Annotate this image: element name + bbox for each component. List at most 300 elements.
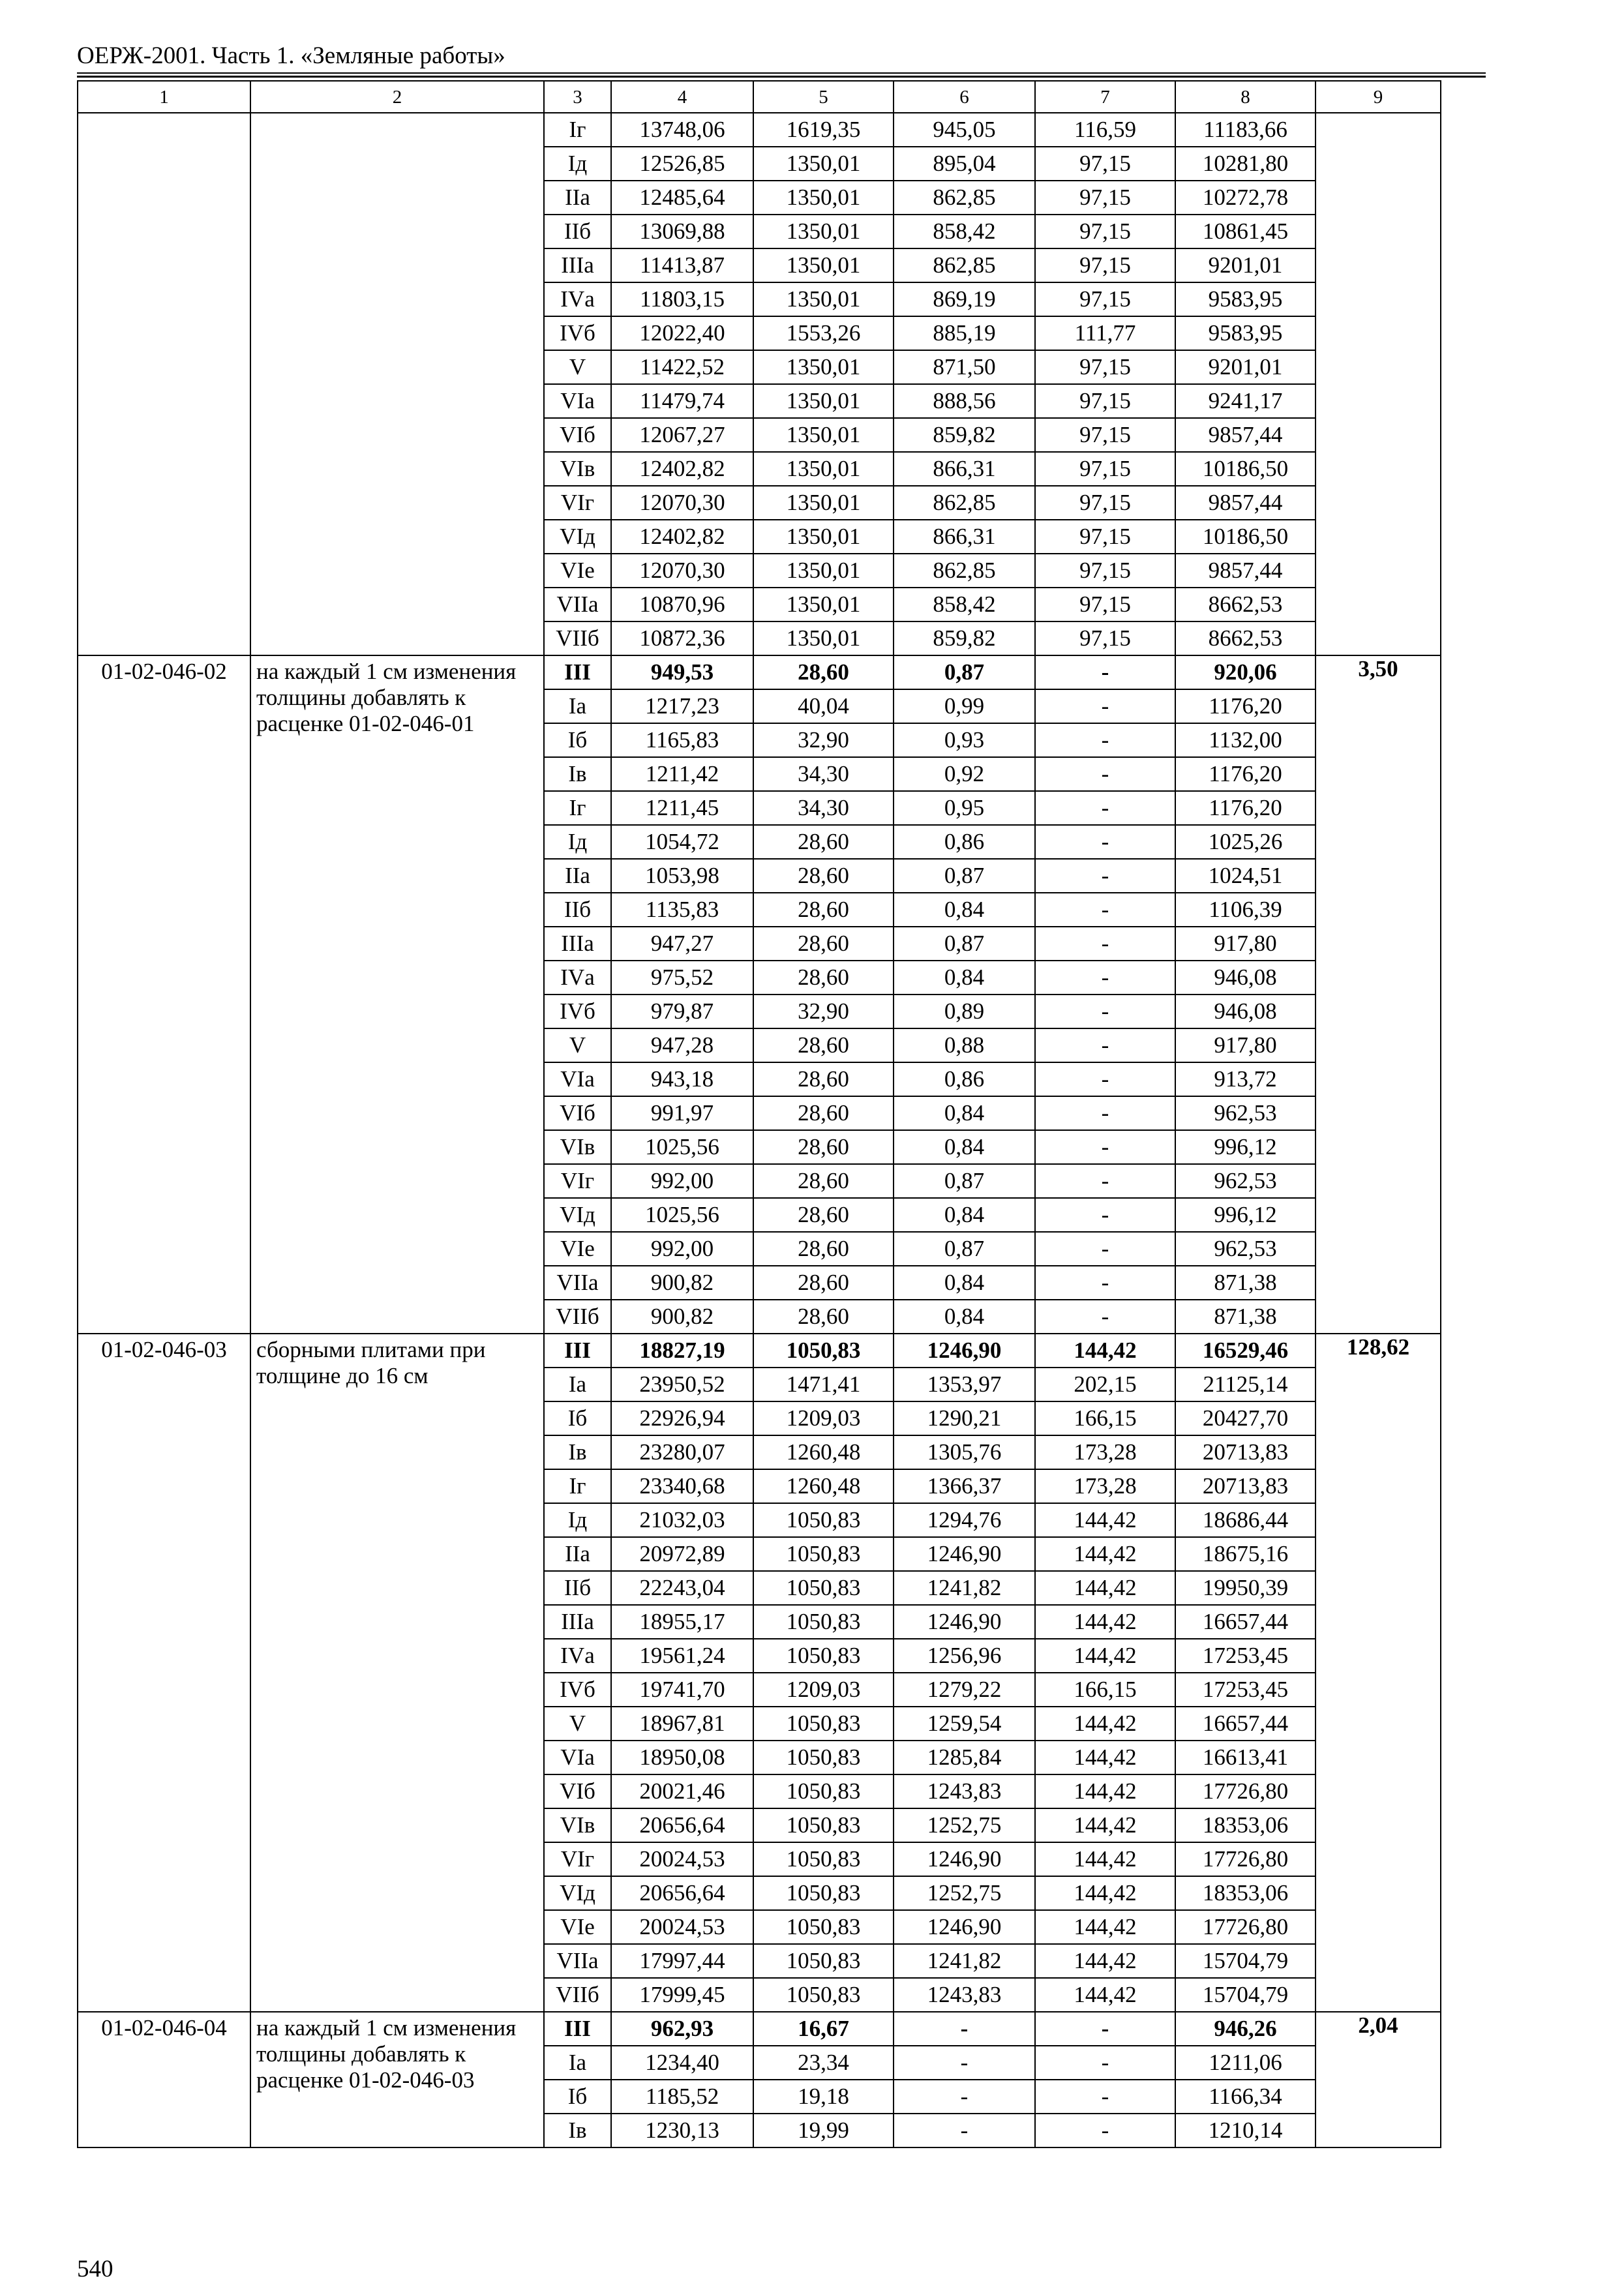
zone-cell: IVб [544,316,611,350]
zone-cell: Iв [544,757,611,791]
value-cell: 888,56 [894,384,1035,418]
rate-code: 01-02-046-04 [78,2012,250,2147]
zone-cell: VIд [544,1876,611,1910]
value-cell: 992,00 [611,1232,753,1266]
zone-cell: III [544,655,611,689]
zone-cell: IIIа [544,927,611,961]
value-cell: 1024,51 [1175,859,1316,893]
value-cell: 885,19 [894,316,1035,350]
value-cell: 12402,82 [611,452,753,486]
value-cell: 18353,06 [1175,1808,1316,1842]
value-cell: 20021,46 [611,1774,753,1808]
value-cell: 975,52 [611,961,753,995]
value-cell: 12402,82 [611,520,753,554]
value-cell: 21125,14 [1175,1368,1316,1401]
value-cell: 18950,08 [611,1741,753,1774]
value-cell: 16657,44 [1175,1605,1316,1639]
value-cell: 144,42 [1035,1639,1175,1673]
labor-cost-cell: 3,50 [1316,655,1441,1334]
value-cell: - [1035,927,1175,961]
value-cell: 28,60 [753,1062,894,1096]
value-cell: - [894,2080,1035,2114]
zone-cell: IVа [544,282,611,316]
value-cell: 1230,13 [611,2114,753,2147]
value-cell: 144,42 [1035,1876,1175,1910]
zone-cell: IVа [544,961,611,995]
value-cell: - [1035,893,1175,927]
value-cell: 858,42 [894,588,1035,621]
value-cell: 9857,44 [1175,486,1316,520]
value-cell: 34,30 [753,791,894,825]
value-cell: 1217,23 [611,689,753,723]
value-cell: 1350,01 [753,588,894,621]
zone-cell: VIIб [544,1978,611,2012]
value-cell: 946,08 [1175,961,1316,995]
table-row [78,1334,1441,1368]
value-cell: 1350,01 [753,621,894,655]
value-cell: 22243,04 [611,1571,753,1605]
value-cell: 28,60 [753,825,894,859]
value-cell: 1050,83 [753,1605,894,1639]
table-row [78,655,1441,689]
value-cell: 859,82 [894,621,1035,655]
value-cell: 111,77 [1035,316,1175,350]
value-cell: 20024,53 [611,1842,753,1876]
value-cell: 16529,46 [1175,1334,1316,1368]
value-cell: 144,42 [1035,1537,1175,1571]
value-cell: 97,15 [1035,621,1175,655]
value-cell: 144,42 [1035,1910,1175,1944]
value-cell: 17999,45 [611,1978,753,2012]
value-cell: 1350,01 [753,282,894,316]
value-cell: 20713,83 [1175,1469,1316,1503]
zone-cell: V [544,350,611,384]
value-cell: 1350,01 [753,520,894,554]
value-cell: 0,88 [894,1028,1035,1062]
value-cell: 1050,83 [753,1808,894,1842]
value-cell: 1050,83 [753,1741,894,1774]
value-cell: 1050,83 [753,1571,894,1605]
value-cell: 144,42 [1035,1741,1175,1774]
value-cell: 1350,01 [753,418,894,452]
value-cell: 16,67 [753,2012,894,2046]
zone-cell: VIв [544,1808,611,1842]
page-header-title: ОЕРЖ-2001. Часть 1. «Земляные работы» [77,42,505,69]
value-cell: 1260,48 [753,1435,894,1469]
value-cell: 0,84 [894,893,1035,927]
value-cell: 97,15 [1035,554,1175,588]
value-cell: 1243,83 [894,1774,1035,1808]
value-cell: 9241,17 [1175,384,1316,418]
value-cell: 979,87 [611,995,753,1028]
zone-cell: IVб [544,995,611,1028]
value-cell: 97,15 [1035,248,1175,282]
column-header: 4 [611,81,753,113]
zone-cell: VIIб [544,1300,611,1334]
labor-cost-cell: 128,62 [1316,1334,1441,2012]
zone-cell: Iг [544,1469,611,1503]
column-header: 6 [894,81,1035,113]
value-cell: 1619,35 [753,113,894,147]
work-description: на каждый 1 см изменения толщины добавлять к расценке 01-02-046-01 [250,655,544,1334]
value-cell: 28,60 [753,893,894,927]
value-cell: 144,42 [1035,1944,1175,1978]
value-cell: 1246,90 [894,1537,1035,1571]
value-cell: 18353,06 [1175,1876,1316,1910]
value-cell: 1350,01 [753,147,894,181]
value-cell: 28,60 [753,1300,894,1334]
value-cell: 871,50 [894,350,1035,384]
value-cell: 23950,52 [611,1368,753,1401]
zone-cell: IIб [544,215,611,248]
value-cell: 12070,30 [611,554,753,588]
value-cell: - [1035,1028,1175,1062]
value-cell: 945,05 [894,113,1035,147]
value-cell: 144,42 [1035,1978,1175,2012]
value-cell: 1246,90 [894,1334,1035,1368]
value-cell: - [1035,2046,1175,2080]
zone-cell: VIе [544,1232,611,1266]
value-cell: 97,15 [1035,181,1175,215]
zone-cell: VIе [544,1910,611,1944]
value-cell: 1050,83 [753,1978,894,2012]
rates-table [77,80,1441,2148]
value-cell: 900,82 [611,1266,753,1300]
value-cell: 11479,74 [611,384,753,418]
value-cell: 28,60 [753,1266,894,1300]
value-cell: 97,15 [1035,350,1175,384]
value-cell: 144,42 [1035,1707,1175,1741]
zone-cell: Iд [544,1503,611,1537]
value-cell: 18955,17 [611,1605,753,1639]
value-cell: 1260,48 [753,1469,894,1503]
value-cell: 946,08 [1175,995,1316,1028]
zone-cell: III [544,1334,611,1368]
value-cell: 1053,98 [611,859,753,893]
value-cell: 1132,00 [1175,723,1316,757]
value-cell: 866,31 [894,520,1035,554]
value-cell: - [894,2012,1035,2046]
value-cell: 28,60 [753,1096,894,1130]
zone-cell: VIв [544,452,611,486]
zone-cell: VIIа [544,1266,611,1300]
value-cell: 97,15 [1035,486,1175,520]
value-cell: 40,04 [753,689,894,723]
value-cell: 996,12 [1175,1198,1316,1232]
zone-cell: IIа [544,181,611,215]
value-cell: 97,15 [1035,520,1175,554]
value-cell: 144,42 [1035,1842,1175,1876]
value-cell: 23340,68 [611,1469,753,1503]
value-cell: 0,84 [894,1198,1035,1232]
value-cell: 871,38 [1175,1300,1316,1334]
work-description: сборными плитами при толщине до 16 см [250,1334,544,2012]
value-cell: 28,60 [753,927,894,961]
value-cell: 1050,83 [753,1639,894,1673]
column-header: 2 [250,81,544,113]
value-cell: 10272,78 [1175,181,1316,215]
zone-cell: IIа [544,1537,611,1571]
value-cell: 1025,56 [611,1198,753,1232]
value-cell: 866,31 [894,452,1035,486]
zone-cell: V [544,1707,611,1741]
column-header: 1 [78,81,250,113]
value-cell: 10186,50 [1175,452,1316,486]
value-cell: 1054,72 [611,825,753,859]
zone-cell: VIв [544,1130,611,1164]
value-cell: 962,53 [1175,1096,1316,1130]
value-cell: 947,27 [611,927,753,961]
value-cell: 173,28 [1035,1469,1175,1503]
zone-cell: IIIа [544,1605,611,1639]
value-cell: 20024,53 [611,1910,753,1944]
value-cell: 858,42 [894,215,1035,248]
value-cell: 97,15 [1035,384,1175,418]
value-cell: 10186,50 [1175,520,1316,554]
value-cell: 962,53 [1175,1164,1316,1198]
value-cell: 28,60 [753,1232,894,1266]
value-cell: 0,87 [894,655,1035,689]
zone-cell: VIIб [544,621,611,655]
value-cell: - [1035,961,1175,995]
value-cell: 1211,06 [1175,2046,1316,2080]
value-cell: 19561,24 [611,1639,753,1673]
column-header: 9 [1316,81,1441,113]
value-cell: 166,15 [1035,1401,1175,1435]
value-cell: 0,99 [894,689,1035,723]
value-cell: 15704,79 [1175,1944,1316,1978]
value-cell: 1350,01 [753,486,894,520]
zone-cell: VIIа [544,588,611,621]
value-cell: 1211,42 [611,757,753,791]
value-cell: 917,80 [1175,927,1316,961]
value-cell: 1294,76 [894,1503,1035,1537]
value-cell: 1176,20 [1175,689,1316,723]
rate-code: 01-02-046-02 [78,655,250,1334]
value-cell: 9583,95 [1175,316,1316,350]
value-cell: - [1035,791,1175,825]
value-cell: 20656,64 [611,1808,753,1842]
value-cell: 12067,27 [611,418,753,452]
value-cell: 1025,56 [611,1130,753,1164]
value-cell: 0,86 [894,825,1035,859]
column-header: 3 [544,81,611,113]
value-cell: 1211,45 [611,791,753,825]
value-cell: 0,84 [894,1096,1035,1130]
value-cell: 1246,90 [894,1842,1035,1876]
work-description: на каждый 1 см изменения толщины добавлять к расценке 01-02-046-03 [250,2012,544,2147]
value-cell: 1209,03 [753,1673,894,1707]
value-cell: 17726,80 [1175,1910,1316,1944]
value-cell: 862,85 [894,248,1035,282]
value-cell: 97,15 [1035,588,1175,621]
value-cell: 28,60 [753,961,894,995]
table-header-row [78,81,1441,113]
value-cell: 947,28 [611,1028,753,1062]
value-cell: 12526,85 [611,147,753,181]
value-cell: 1050,83 [753,1842,894,1876]
value-cell: 19950,39 [1175,1571,1316,1605]
value-cell: 0,86 [894,1062,1035,1096]
value-cell: - [1035,995,1175,1028]
table-row [78,113,1441,147]
header-rule-thick [77,76,1486,78]
value-cell: 0,87 [894,1164,1035,1198]
value-cell: 1050,83 [753,1503,894,1537]
value-cell: 0,92 [894,757,1035,791]
value-cell: 9857,44 [1175,418,1316,452]
value-cell: 946,26 [1175,2012,1316,2046]
zone-cell: Iа [544,1368,611,1401]
value-cell: 1050,83 [753,1944,894,1978]
value-cell: 1350,01 [753,384,894,418]
value-cell: 97,15 [1035,418,1175,452]
value-cell: 1050,83 [753,1910,894,1944]
work-description [250,113,544,655]
value-cell: 0,93 [894,723,1035,757]
value-cell: 1050,83 [753,1707,894,1741]
value-cell: 9857,44 [1175,554,1316,588]
value-cell: 18827,19 [611,1334,753,1368]
value-cell: 1176,20 [1175,791,1316,825]
value-cell: 1350,01 [753,554,894,588]
value-cell: 10281,80 [1175,147,1316,181]
value-cell: 144,42 [1035,1571,1175,1605]
zone-cell: Iг [544,113,611,147]
header-rule-thin [77,72,1486,74]
value-cell: 11413,87 [611,248,753,282]
value-cell: 144,42 [1035,1503,1175,1537]
value-cell: 0,95 [894,791,1035,825]
value-cell: 13069,88 [611,215,753,248]
value-cell: - [1035,825,1175,859]
value-cell: 11183,66 [1175,113,1316,147]
zone-cell: IIIа [544,248,611,282]
value-cell: - [1035,689,1175,723]
labor-cost-cell [1316,113,1441,655]
value-cell: 144,42 [1035,1605,1175,1639]
value-cell: 28,60 [753,655,894,689]
value-cell: 962,53 [1175,1232,1316,1266]
value-cell: 1353,97 [894,1368,1035,1401]
value-cell: 144,42 [1035,1808,1175,1842]
value-cell: 862,85 [894,486,1035,520]
value-cell: 1279,22 [894,1673,1035,1707]
value-cell: 19741,70 [611,1673,753,1707]
value-cell: - [1035,2012,1175,2046]
value-cell: 12070,30 [611,486,753,520]
value-cell: 996,12 [1175,1130,1316,1164]
value-cell: 913,72 [1175,1062,1316,1096]
value-cell: 962,93 [611,2012,753,2046]
page-number: 540 [77,2256,113,2282]
value-cell: 1350,01 [753,181,894,215]
value-cell: - [1035,1300,1175,1334]
value-cell: 1259,54 [894,1707,1035,1741]
value-cell: 1234,40 [611,2046,753,2080]
value-cell: 1241,82 [894,1944,1035,1978]
value-cell: - [1035,757,1175,791]
value-cell: 20427,70 [1175,1401,1316,1435]
zone-cell: VIа [544,384,611,418]
value-cell: - [1035,1232,1175,1266]
zone-cell: VIб [544,1096,611,1130]
value-cell: 1050,83 [753,1774,894,1808]
value-cell: - [894,2046,1035,2080]
rate-code [78,113,250,655]
value-cell: 17253,45 [1175,1673,1316,1707]
value-cell: 1243,83 [894,1978,1035,2012]
value-cell: - [1035,2114,1175,2147]
value-cell: - [1035,1266,1175,1300]
value-cell: 21032,03 [611,1503,753,1537]
value-cell: 991,97 [611,1096,753,1130]
value-cell: 0,84 [894,1130,1035,1164]
value-cell: 20972,89 [611,1537,753,1571]
value-cell: 16657,44 [1175,1707,1316,1741]
value-cell: 9201,01 [1175,350,1316,384]
value-cell: 0,87 [894,859,1035,893]
value-cell: 1176,20 [1175,757,1316,791]
value-cell: 28,60 [753,1130,894,1164]
zone-cell: IIб [544,1571,611,1605]
column-header: 5 [753,81,894,113]
zone-cell: IIа [544,859,611,893]
value-cell: 9201,01 [1175,248,1316,282]
value-cell: 10861,45 [1175,215,1316,248]
value-cell: 8662,53 [1175,621,1316,655]
value-cell: 1305,76 [894,1435,1035,1469]
value-cell: - [1035,723,1175,757]
zone-cell: VIг [544,1164,611,1198]
value-cell: 871,38 [1175,1266,1316,1300]
value-cell: 97,15 [1035,282,1175,316]
value-cell: 18686,44 [1175,1503,1316,1537]
value-cell: 10872,36 [611,621,753,655]
value-cell: 1185,52 [611,2080,753,2114]
zone-cell: Iв [544,1435,611,1469]
value-cell: 97,15 [1035,147,1175,181]
value-cell: 920,06 [1175,655,1316,689]
value-cell: 10870,96 [611,588,753,621]
zone-cell: Iд [544,147,611,181]
value-cell: 22926,94 [611,1401,753,1435]
value-cell: 1166,34 [1175,2080,1316,2114]
zone-cell: IVб [544,1673,611,1707]
value-cell: 1350,01 [753,350,894,384]
value-cell: 28,60 [753,1028,894,1062]
zone-cell: IIб [544,893,611,927]
zone-cell: Iа [544,2046,611,2080]
zone-cell: Iг [544,791,611,825]
value-cell: 1050,83 [753,1876,894,1910]
value-cell: 1252,75 [894,1876,1035,1910]
value-cell: 1209,03 [753,1401,894,1435]
value-cell: 17726,80 [1175,1842,1316,1876]
value-cell: 0,84 [894,1300,1035,1334]
value-cell: 18675,16 [1175,1537,1316,1571]
value-cell: 97,15 [1035,452,1175,486]
value-cell: 1350,01 [753,452,894,486]
value-cell: 28,60 [753,1198,894,1232]
value-cell: - [1035,2080,1175,2114]
value-cell: - [1035,859,1175,893]
zone-cell: Iб [544,723,611,757]
value-cell: 992,00 [611,1164,753,1198]
value-cell: 97,15 [1035,215,1175,248]
value-cell: 0,84 [894,1266,1035,1300]
zone-cell: Iа [544,689,611,723]
